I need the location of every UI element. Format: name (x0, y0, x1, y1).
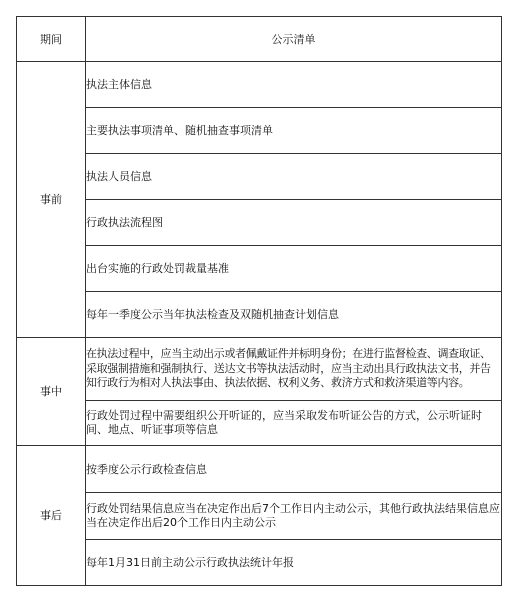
table-row (17, 540, 502, 586)
table-row (17, 401, 502, 446)
item-during-1: 在执法过程中，应当主动出示或者佩戴证件并标明身份；在进行监督检查、调查取证、采取强制措施和强制执行、送达文书等执法活动时，应当主动出具行政执法文书，并告知行政行为相对人执法事由、执法依据、权利义务、救济方式和救济渠道等内容。 (86, 338, 502, 401)
item-before-3: 执法人员信息 (86, 154, 502, 200)
table-row (17, 338, 502, 401)
item-before-6: 每年一季度公示当年执法检查及双随机抽查计划信息 (86, 292, 502, 338)
period-during: 事中 (17, 338, 86, 446)
item-before-2: 主要执法事项清单、随机抽查事项清单 (86, 108, 502, 154)
item-after-1: 按季度公示行政检查信息 (86, 446, 502, 493)
header-period: 期间 (17, 17, 86, 62)
disclosure-list-table (16, 16, 502, 586)
table-row (17, 292, 502, 338)
table-row (17, 246, 502, 292)
item-before-1: 执法主体信息 (86, 62, 502, 108)
table-row (17, 200, 502, 246)
period-after: 事后 (17, 446, 86, 586)
table-row (17, 493, 502, 540)
item-after-3: 每年1月31日前主动公示行政执法统计年报 (86, 540, 502, 586)
table-header-row (17, 17, 502, 62)
table-row (17, 446, 502, 493)
table-row (17, 62, 502, 108)
period-before: 事前 (17, 62, 86, 338)
table-row (17, 108, 502, 154)
item-before-4: 行政执法流程图 (86, 200, 502, 246)
header-disclosure-list: 公示清单 (86, 17, 502, 62)
item-after-2: 行政处罚结果信息应当在决定作出后7个工作日内主动公示，其他行政执法结果信息应当在决定作出后20个工作日内主动公示 (86, 493, 502, 540)
item-during-2: 行政处罚过程中需要组织公开听证的，应当采取发布听证公告的方式，公示听证时间、地点、听证事项等信息 (86, 401, 502, 446)
item-before-5: 出台实施的行政处罚裁量基准 (86, 246, 502, 292)
table-row (17, 154, 502, 200)
